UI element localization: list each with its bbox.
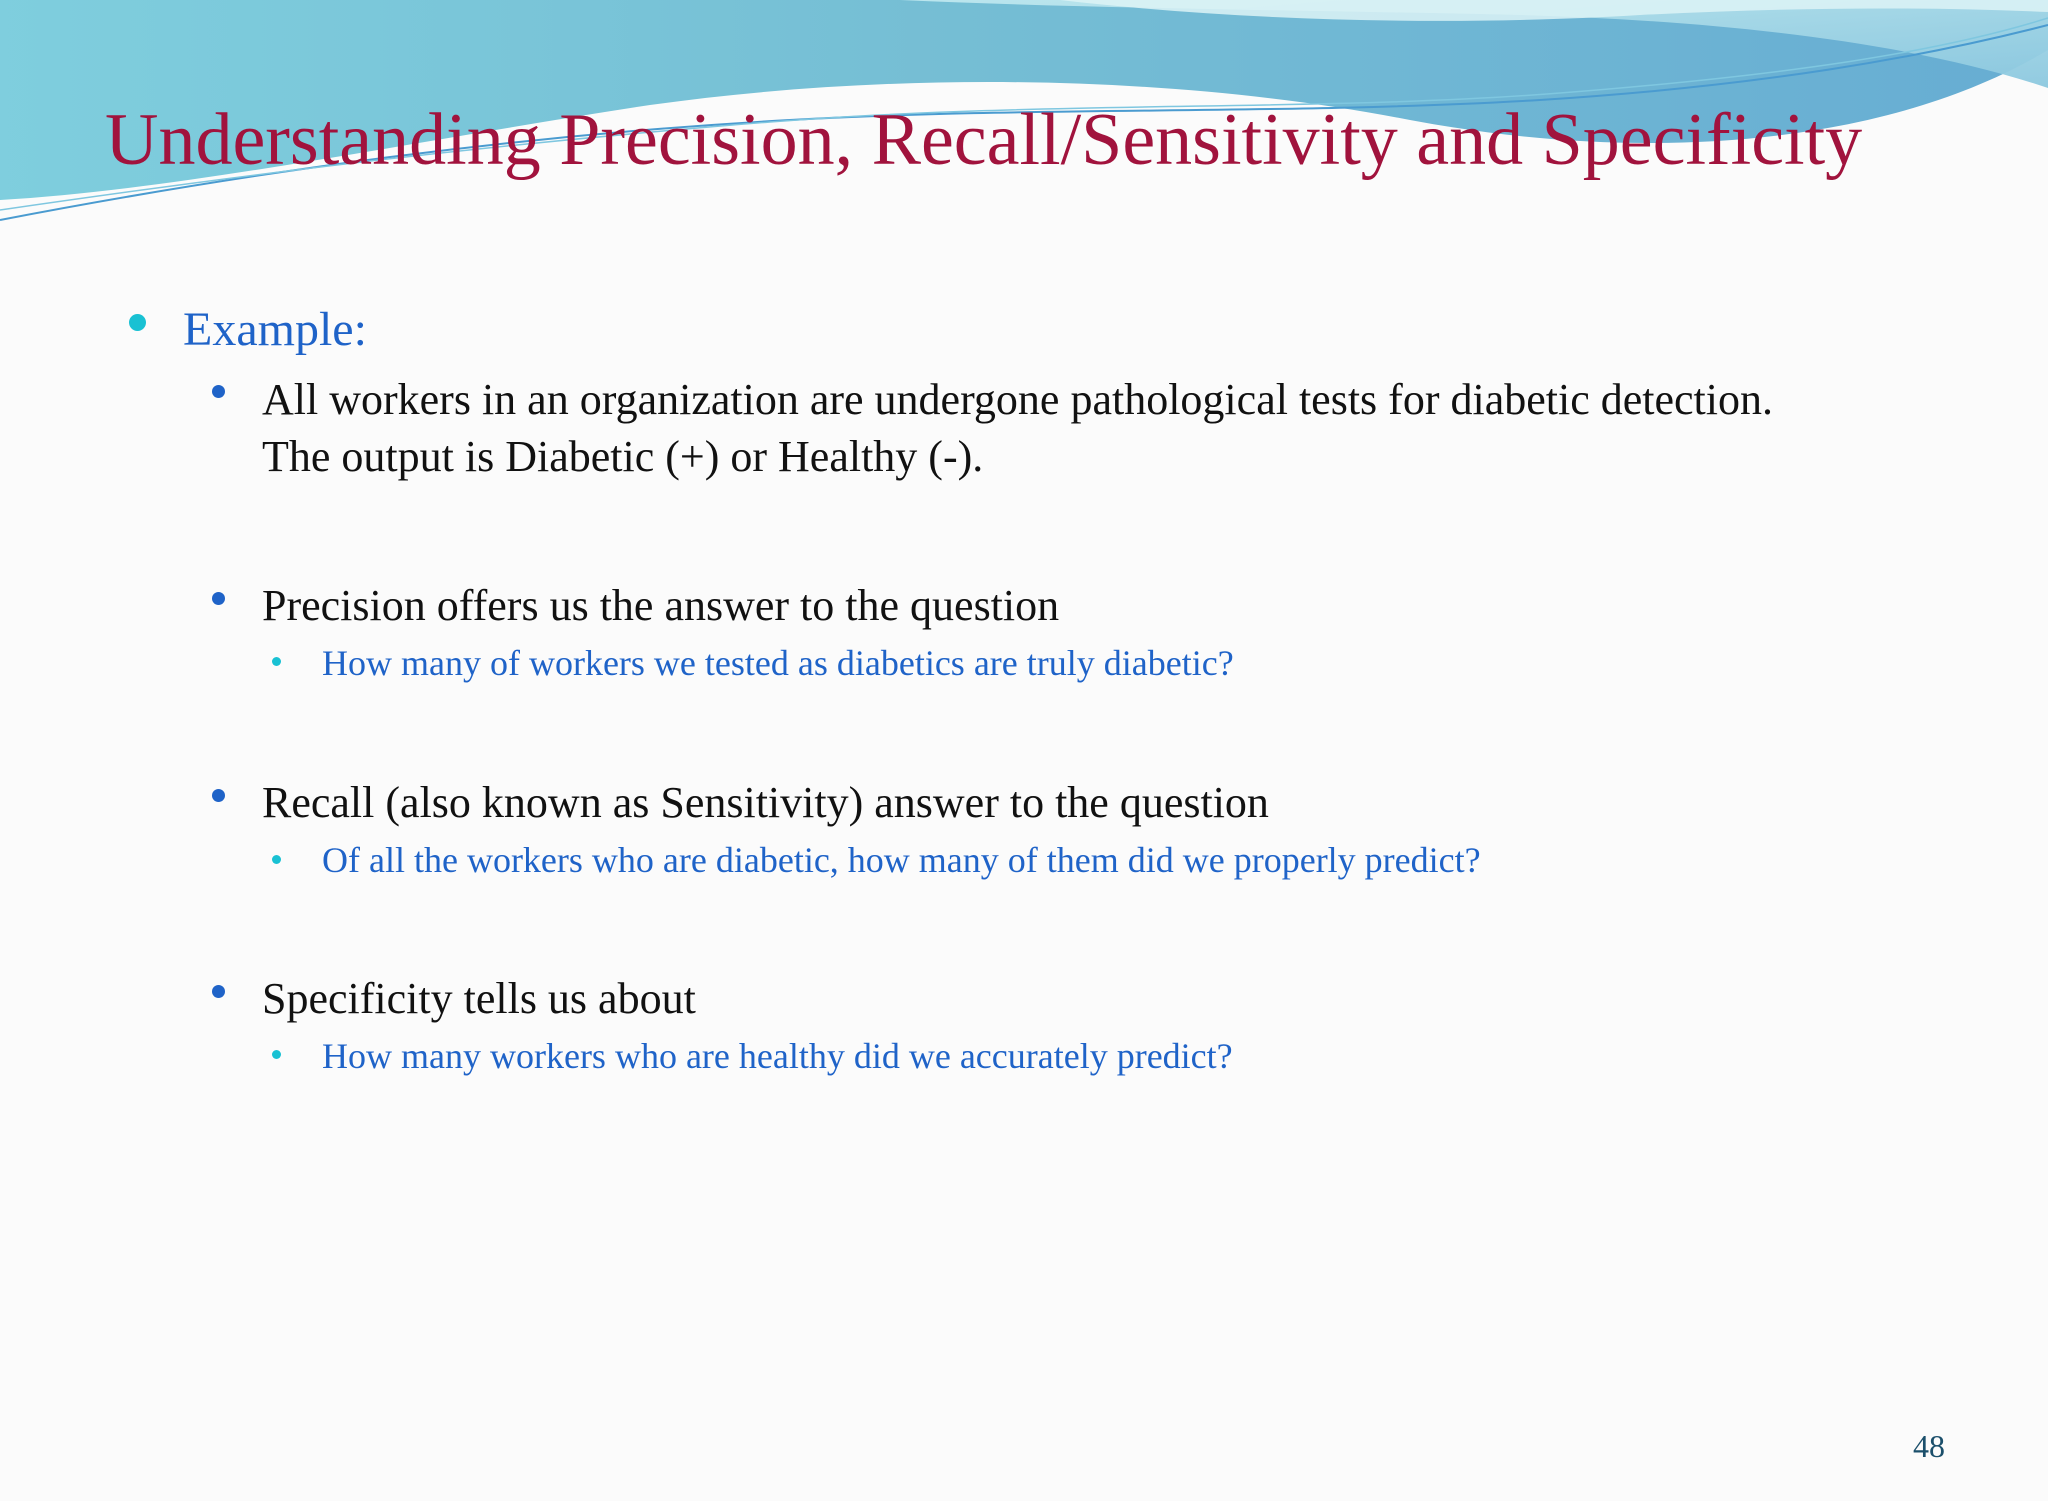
level2-bullet-icon	[212, 789, 225, 802]
item4-sub: How many workers who are healthy did we accurately predict?	[322, 1036, 1233, 1076]
page-number: 48	[1913, 1428, 1945, 1464]
item3-sub: Of all the workers who are diabetic, how many of them did we properly predict?	[322, 840, 1481, 880]
level3-bullet-icon	[272, 657, 281, 666]
item2-text: Precision offers us the answer to the question	[262, 581, 1060, 630]
item2-sub: How many of workers we tested as diabetics are truly diabetic?	[322, 643, 1234, 683]
item1-line1: All workers in an organization are undergone pathological tests for diabetic detection.	[262, 375, 1773, 424]
level2-bullet-icon	[212, 385, 225, 398]
item4-text: Specificity tells us about	[262, 974, 696, 1023]
item3-text: Recall (also known as Sensitivity) answer to the question	[262, 778, 1269, 827]
level2-bullet-icon	[212, 592, 225, 605]
item1-line2: The output is Diabetic (+) or Healthy (-).	[262, 432, 984, 481]
page-title: Understanding Precision, Recall/Sensitivity and Specificity	[105, 99, 1863, 181]
level2-bullet-icon	[212, 985, 225, 998]
level3-bullet-icon	[272, 1050, 281, 1059]
level1-bullet-icon	[129, 314, 146, 331]
level3-bullet-icon	[272, 855, 281, 864]
example-heading: Example:	[183, 303, 367, 356]
